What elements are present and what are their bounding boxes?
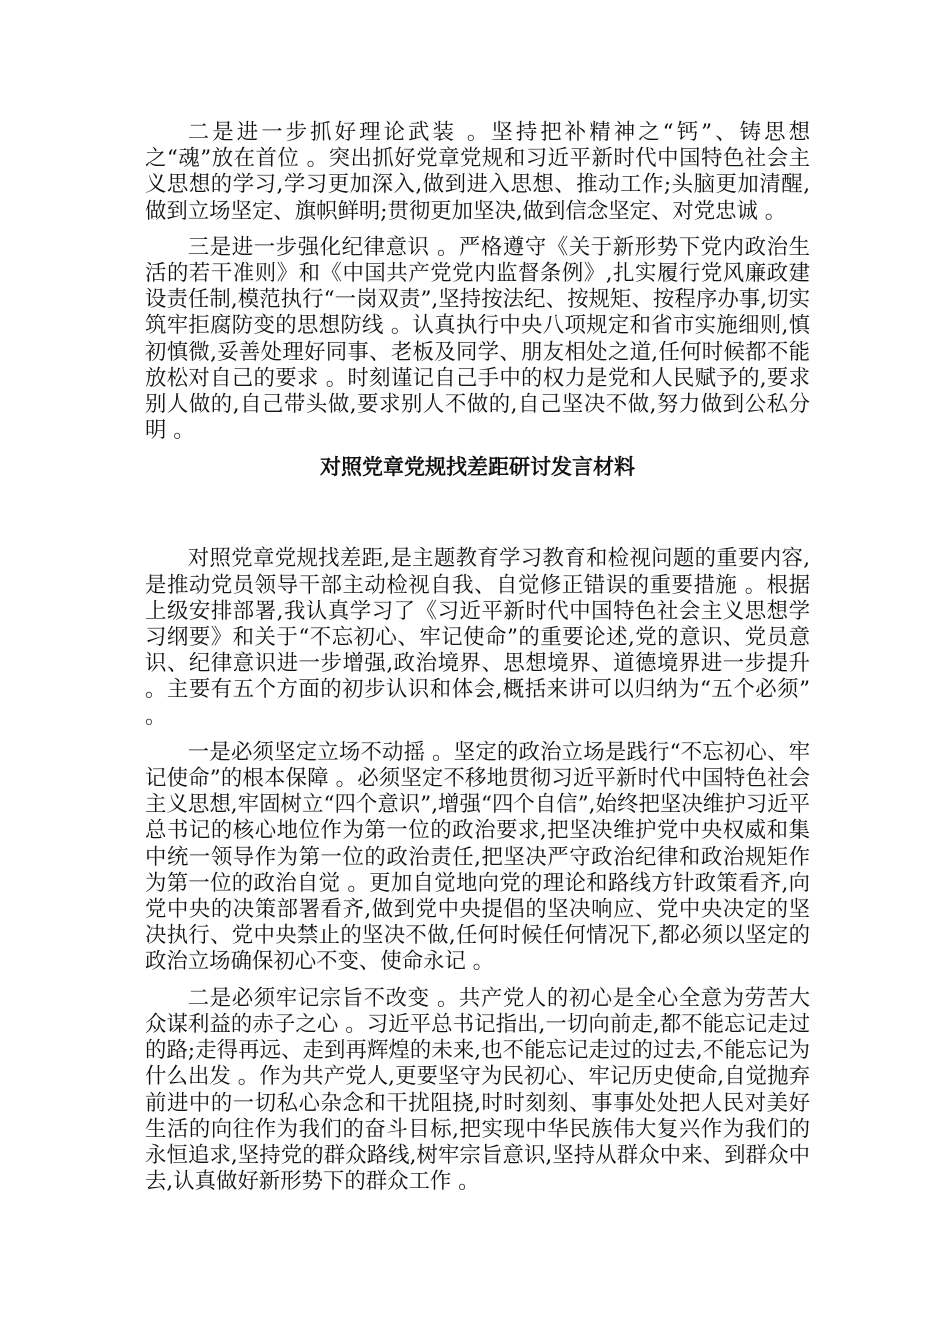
paragraph-firm-stance: 一是必须坚定立场不动摇 。坚定的政治立场是践行“不忘初心、牢记使命”的根本保障 。必须坚定不移地贯彻习近平新时代中国特色社会主义思想,牢固树立“四个意识”,增强“四个自信”,始终把坚决维护习近平总书记的核心地位作为第一位的政治要求,把坚决维护党中央权威和集中统一领导作为第一位的政治责任,把坚决严守政治纪律和政治规矩作为第一位的政治自觉 。更加自觉地向党的理论和路线方针政策看齐,向党中央的决策部署看齐,做到党中央提倡的坚决响应、党中央决定的坚决执行、党中央禁止的坚决不做,任何时候任何情况下,都必须以坚定的政治立场确保初心不变、使命永记 。 xyxy=(145,739,810,975)
paragraph-introduction: 对照党章党规找差距,是主题教育学习教育和检视问题的重要内容,是推动党员领导干部主动检视自我、自觉修正错误的重要措施 。根据上级安排部署,我认真学习了《习近平新时代中国特色社会主义思想学习纲要》和关于“不忘初心、牢记使命”的重要论述,党的意识、党员意识、纪律意识进一步增强,政治境界、思想境界、道德境界进一步提升 。主要有五个方面的初步认识和体会,概括来讲可以归纳为“五个必须” 。 xyxy=(145,546,810,729)
paragraph-theory-arming: 二是进一步抓好理论武装 。坚持把补精神之“钙”、铸思想之“魂”放在首位 。突出抓好党章党规和习近平新时代中国特色社会主义思想的学习,学习更加深入,做到进入思想、推动工作;头脑更加清醒,做到立场坚定、旗帜鲜明;贯彻更加坚决,做到信念坚定、对党忠诚 。 xyxy=(145,120,810,224)
document-page xyxy=(145,120,810,1205)
document-title: 对照党章党规找差距研讨发言材料 xyxy=(320,455,635,480)
paragraph-discipline-awareness: 三是进一步强化纪律意识 。严格遵守《关于新形势下党内政治生活的若干准则》和《中国共产党党内监督条例》,扎实履行党风廉政建设责任制,模范执行“一岗双责”,坚持按法纪、按规矩、按程序办事,切实筑牢拒腐防变的思想防线 。认真执行中央八项规定和省市实施细则,慎初慎微,妥善处理好同事、老板及同学、朋友相处之道,任何时候都不能放松对自己的要求 。时刻谨记自己手中的权力是党和人民赋予的,要求别人做的,自己带头做,要求别人不做的,自己坚决不做,努力做到公私分明 。 xyxy=(145,234,810,444)
paragraph-remember-purpose: 二是必须牢记宗旨不改变 。共产党人的初心是全心全意为劳苦大众谋利益的赤子之心 。习近平总书记指出,一切向前走,都不能忘记走过的路;走得再远、走到再辉煌的未来,也不能忘记走过的过去,不能忘记为什么出发 。作为共产党人,更要坚守为民初心、牢记历史使命,自觉抛弃前进中的一切私心杂念和干扰阻挠,时时刻刻、事事处处把人民对美好生活的向往作为我们的奋斗目标,把实现中华民族伟大复兴作为我们的永恒追求,坚持党的群众路线,树牢宗旨意识,坚持从群众中来、到群众中去,认真做好新形势下的群众工作 。 xyxy=(145,985,810,1195)
